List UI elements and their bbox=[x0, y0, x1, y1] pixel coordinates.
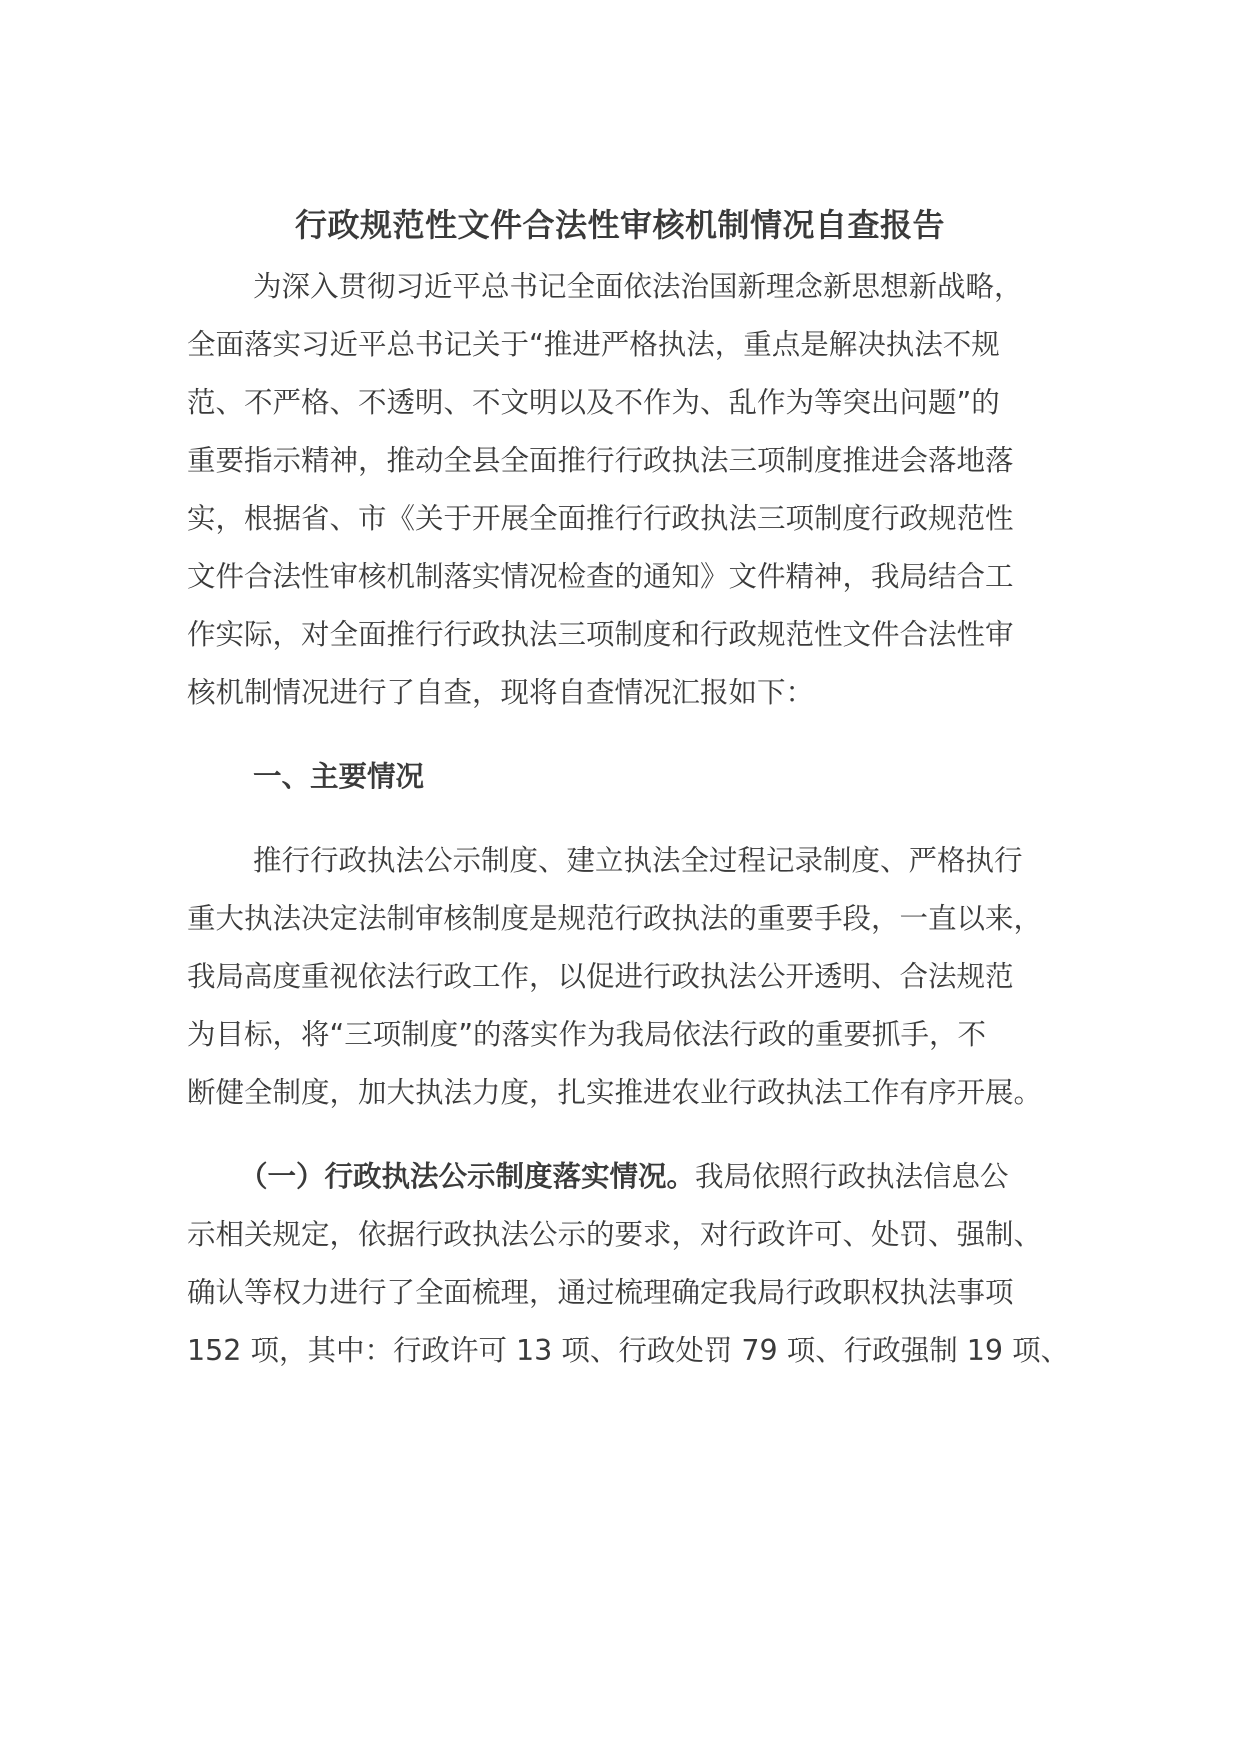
intro-line: 实，根据省、市《关于开展全面推行行政执法三项制度行政规范性 bbox=[187, 502, 1014, 535]
intro-line: 作实际，对全面推行行政执法三项制度和行政规范性文件合法性审 bbox=[187, 618, 1014, 651]
subsection-heading: （一）行政执法公示制度落实情况。 bbox=[239, 1160, 696, 1193]
intro-line: 重要指示精神，推动全县全面推行行政执法三项制度推进会落地落 bbox=[187, 444, 1014, 477]
section1-line: 断健全制度，加大执法力度，扎实推进农业行政执法工作有序开展。 bbox=[187, 1076, 1043, 1109]
intro-line: 为深入贯彻习近平总书记全面依法治国新理念新思想新战略， bbox=[253, 270, 1023, 303]
subsection1-line: 确认等权力进行了全面梳理，通过梳理确定我局行政职权执法事项 bbox=[187, 1276, 1014, 1309]
subsection1-line: 152 项，其中：行政许可 13 项、行政处罚 79 项、行政强制 19 项、 bbox=[187, 1334, 1070, 1367]
section1-line: 为目标，将“三项制度”的落实作为我局依法行政的重要抓手，不 bbox=[187, 1018, 987, 1051]
subsection1-first-line bbox=[239, 1152, 1009, 1202]
intro-line: 范、不严格、不透明、不文明以及不作为、乱作为等突出问题”的 bbox=[187, 386, 1000, 419]
document-title: 行政规范性文件合法性审核机制情况自查报告 bbox=[294, 206, 945, 244]
intro-line: 全面落实习近平总书记关于“推进严格执法，重点是解决执法不规 bbox=[187, 328, 1000, 361]
intro-line: 文件合法性审核机制落实情况检查的通知》文件精神，我局结合工 bbox=[187, 560, 1014, 593]
subsection1-first-line-text: 我局依照行政执法信息公 bbox=[695, 1160, 1009, 1193]
section-heading: 一、主要情况 bbox=[253, 760, 425, 793]
section1-line: 推行行政执法公示制度、建立执法全过程记录制度、严格执行 bbox=[253, 844, 1023, 877]
intro-line: 核机制情况进行了自查，现将自查情况汇报如下： bbox=[187, 676, 815, 709]
section1-line: 我局高度重视依法行政工作，以促进行政执法公开透明、合法规范 bbox=[187, 960, 1014, 993]
section1-line: 重大执法决定法制审核制度是规范行政执法的重要手段，一直以来， bbox=[187, 902, 1043, 935]
subsection1-line: 示相关规定，依据行政执法公示的要求，对行政许可、处罚、强制、 bbox=[187, 1218, 1043, 1251]
